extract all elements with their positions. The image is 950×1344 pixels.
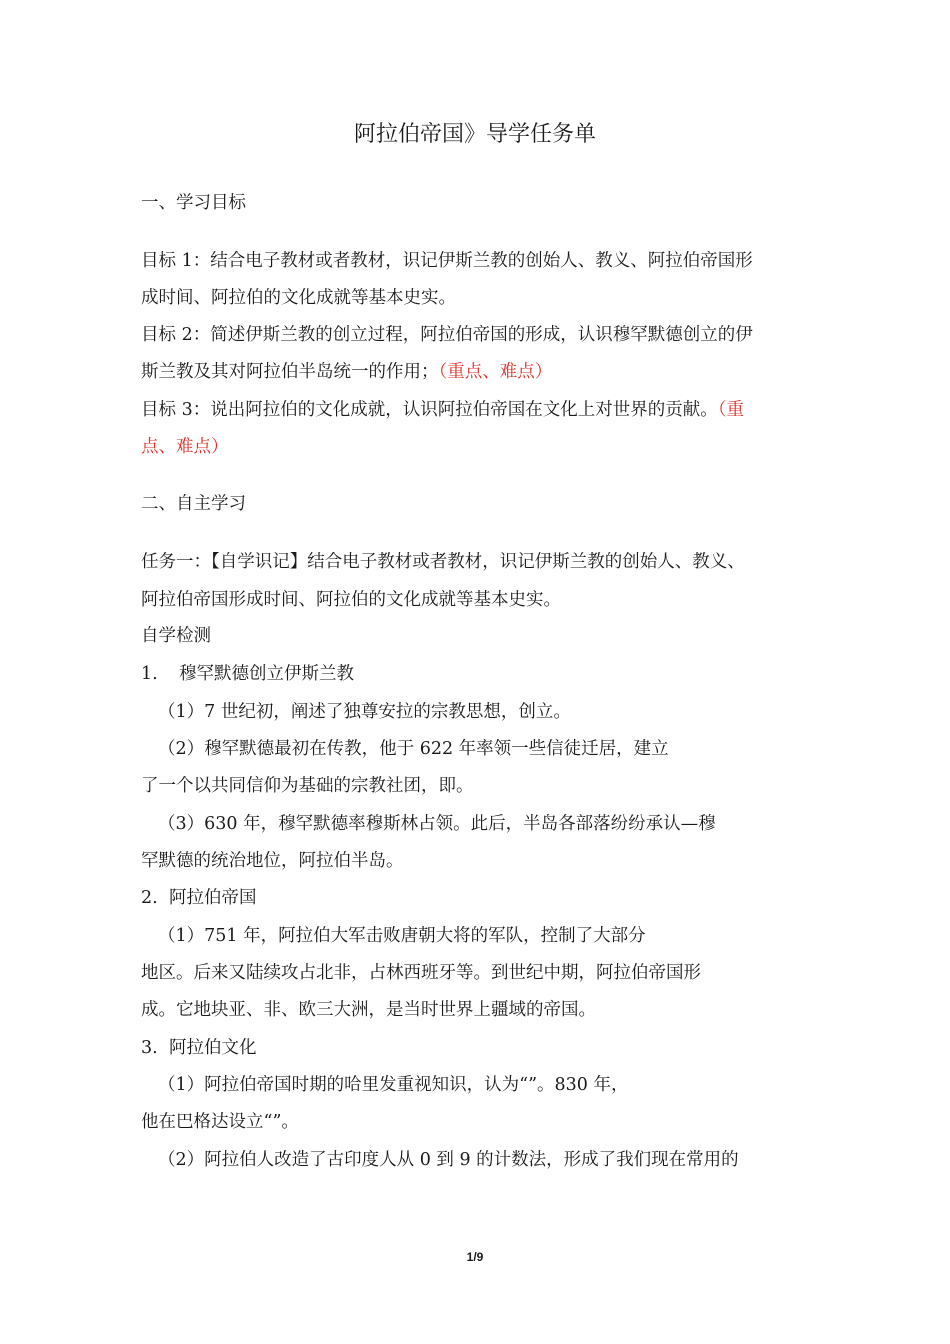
task-1-line-1: 任务一：【自学识记】结合电子教材或者教材，识记伊斯兰教的创始人、教义、 [141,552,745,572]
item-3-number: 3. [141,1038,158,1058]
goal-1-line-1: 目标 1：结合电子教材或者教材，识记伊斯兰教的创始人、教义、阿拉伯帝国形 [141,251,753,271]
item-2-title: 阿拉伯帝国 [169,888,257,908]
item-1-part-2-line-1: （2）穆罕默德最初在传教，他于 622 年率领一些信徒迁居，建立 [158,739,669,759]
section-heading-goals: 一、学习目标 [141,193,246,213]
item-1-title: 穆罕默德创立伊斯兰教 [179,664,354,684]
item-3-part-1-line-2: 他在巴格达设立“”。 [141,1112,299,1132]
item-3-part-1-line-1: （1）阿拉伯帝国时期的哈里发重视知识，认为“”。830 年， [158,1075,629,1095]
goal-2-line-1: 目标 2：简述伊斯兰教的创立过程，阿拉伯帝国的形成，认识穆罕默德创立的伊 [141,325,753,345]
item-2-number: 2. [141,888,158,908]
item-3-title: 阿拉伯文化 [169,1038,257,1058]
section-heading-self-study: 二、自主学习 [141,494,246,514]
goal-3-text: 目标 3：说出阿拉伯的文化成就，认识阿拉伯帝国在文化上对世界的贡献。 [141,400,718,420]
item-1-part-1: （1）7 世纪初，阐述了独尊安拉的宗教思想，创立。 [158,702,571,722]
item-1-part-3-line-2: 罕默德的统治地位，阿拉伯半岛。 [141,851,404,871]
item-1-part-2-line-2: 了一个以共同信仰为基础的宗教社团，即。 [141,776,474,796]
self-check-heading: 自学检测 [141,626,211,646]
task-1-line-2: 阿拉伯帝国形成时间、阿拉伯的文化成就等基本史实。 [141,590,561,610]
goal-2-text: 斯兰教及其对阿拉伯半岛统一的作用； [141,362,439,382]
item-1-heading [141,662,354,686]
page-number: 1/9 [466,1250,484,1264]
item-3-heading [141,1036,257,1060]
goal-3-emphasis-note-start: （重 [717,400,744,420]
item-2-part-1-line-1: （1）751 年，阿拉伯大军击败唐朝大将的军队，控制了大部分 [158,926,646,946]
item-2-part-1-line-2: 地区。后来又陆续攻占北非，占林西班牙等。到世纪中期，阿拉伯帝国形 [141,963,701,983]
item-1-number: 1. [141,664,158,684]
goal-2-line-2 [141,360,552,384]
goal-2-emphasis-note: （重点、难点） [438,362,553,382]
goal-3-line-1 [141,398,744,422]
item-2-part-1-line-3: 成。它地块亚、非、欧三大洲，是当时世界上疆域的帝国。 [141,1000,596,1020]
document-title: 阿拉伯帝国》导学任务单 [353,122,596,147]
goal-3-emphasis-note-end: 点、难点） [141,437,229,457]
goal-1-line-2: 成时间、阿拉伯的文化成就等基本史实。 [141,288,456,308]
item-2-heading [141,886,257,910]
item-1-part-3-line-1: （3）630 年，穆罕默德率穆斯林占领。此后，半岛各部落纷纷承认—穆 [158,814,716,834]
item-3-part-2-line-1: （2）阿拉伯人改造了古印度人从 0 到 9 的计数法，形成了我们现在常用的 [158,1150,739,1170]
